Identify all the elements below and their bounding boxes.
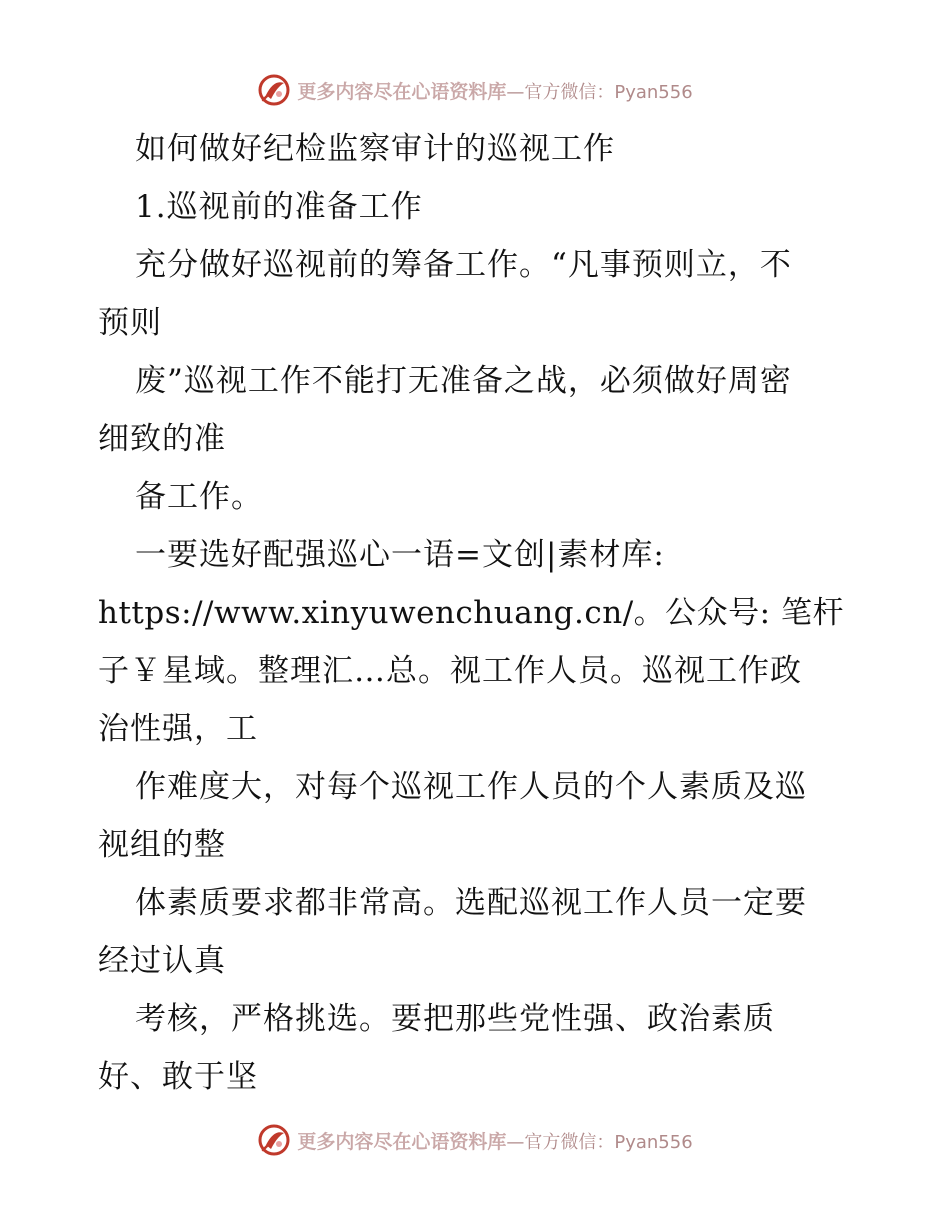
text-line: 作难度大，对每个巡视工作人员的个人素质及巡	[135, 769, 807, 805]
header-separator: —	[506, 81, 525, 103]
footer-banner	[0, 1120, 950, 1160]
text-line: 细致的准	[98, 421, 226, 457]
brand-logo-icon	[257, 1123, 291, 1157]
text-line: 考核，严格挑选。要把那些党性强、政治素质	[135, 1001, 775, 1037]
text-line: 充分做好巡视前的筹备工作。“凡事预则立，不	[135, 247, 792, 283]
footer-banner-text	[297, 1127, 692, 1154]
header-brand-text: 更多内容尽在心语资料库	[297, 80, 507, 103]
text-line: 治性强，工	[98, 711, 258, 747]
footer-banner-inner	[257, 1123, 692, 1157]
text-line: 经过认真	[98, 943, 226, 979]
text-line-url: https://www.xinyuwenchuang.cn/。公众号: 笔杆	[98, 595, 844, 631]
text-line: 子￥星域。整理汇…总。视工作人员。巡视工作政	[98, 653, 802, 689]
section-heading: 1.巡视前的准备工作	[135, 189, 423, 225]
text-line: 好、敢于坚	[98, 1059, 258, 1095]
header-banner-inner	[257, 73, 692, 107]
text-line: 预则	[98, 305, 162, 341]
text-line: 视组的整	[98, 827, 226, 863]
header-contact-text: 官方微信：Pyan556	[524, 81, 693, 103]
footer-contact-text: 官方微信：Pyan556	[524, 1131, 693, 1153]
text-line: 废”巡视工作不能打无准备之战，必须做好周密	[135, 363, 792, 399]
document-body	[98, 120, 858, 1106]
brand-logo-icon	[257, 73, 291, 107]
header-banner-text	[297, 77, 692, 104]
header-banner	[0, 70, 950, 110]
footer-separator: —	[506, 1131, 525, 1153]
text-line: 备工作。	[135, 479, 263, 515]
text-line: 体素质要求都非常高。选配巡视工作人员一定要	[135, 885, 807, 921]
text-line: 一要选好配强巡心一语=文创|素材库:	[135, 537, 665, 573]
footer-brand-text: 更多内容尽在心语资料库	[297, 1130, 507, 1153]
document-title: 如何做好纪检监察审计的巡视工作	[135, 131, 615, 167]
